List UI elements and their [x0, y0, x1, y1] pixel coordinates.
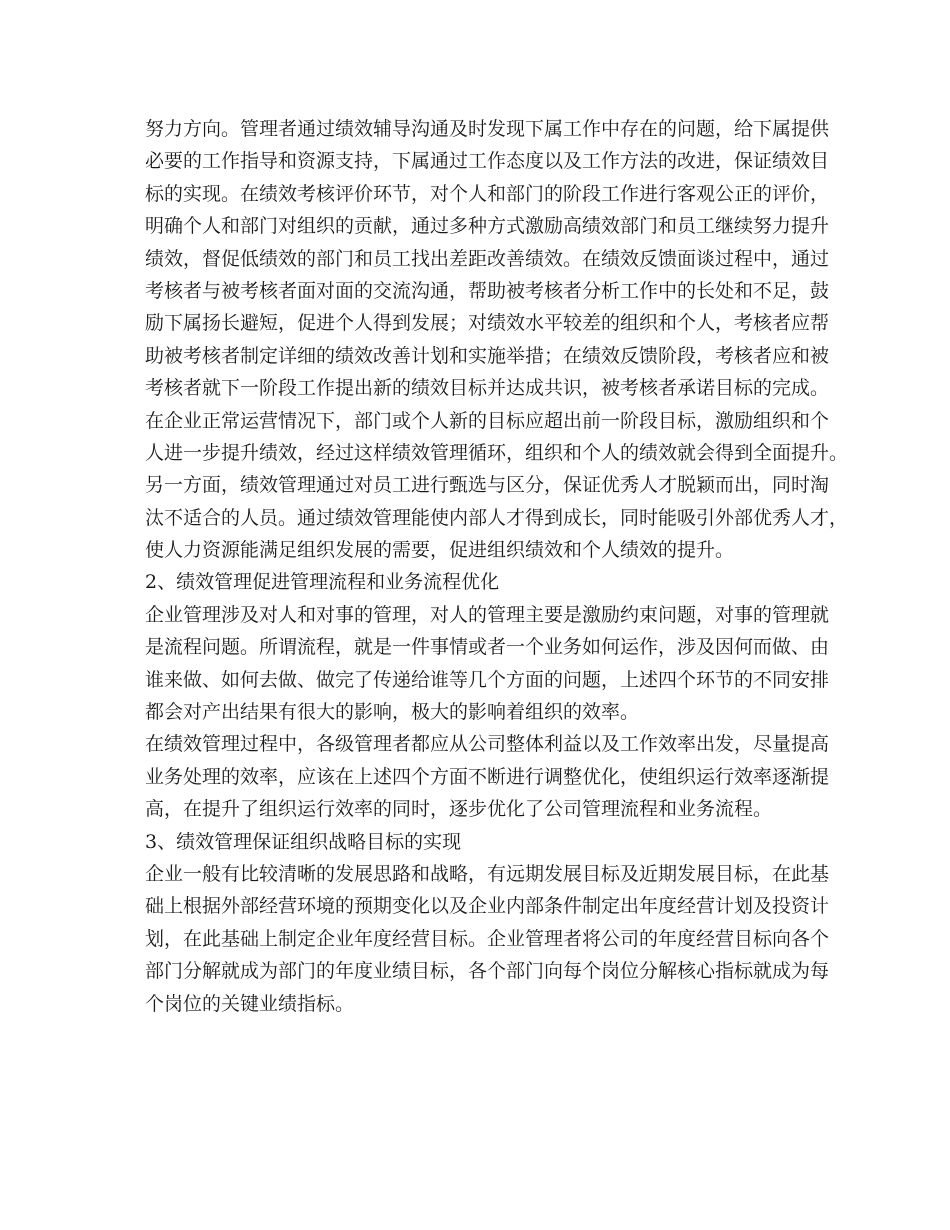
text-line: 励下属扬长避短，促进个人得到发展；对绩效水平较差的组织和个人，考核者应帮	[145, 312, 830, 335]
text-line: 考核者与被考核者面对面的交流沟通，帮助被考核者分析工作中的长处和不足，鼓	[145, 279, 830, 302]
text-line: 划，在此基础上制定企业年度经营目标。企业管理者将公司的年度经营目标向各个	[145, 927, 830, 950]
text-line: 标的实现。在绩效考核评价环节，对个人和部门的阶段工作进行客观公正的评价，	[145, 182, 830, 205]
section-heading: 3、绩效管理保证组织战略目标的实现	[145, 830, 462, 853]
text-line: 谁来做、如何去做、做完了传递给谁等几个方面的问题，上述四个环节的不同安排	[145, 668, 830, 691]
text-line: 础上根据外部经营环境的预期变化以及企业内部条件制定出年度经营计划及投资计	[145, 895, 830, 918]
text-line: 必要的工作指导和资源支持，下属通过工作态度以及工作方法的改进，保证绩效目	[145, 150, 830, 173]
text-line: 绩效，督促低绩效的部门和员工找出差距改善绩效。在绩效反馈面谈过程中，通过	[145, 247, 830, 270]
text-line: 高，在提升了组织运行效率的同时，逐步优化了公司管理流程和业务流程。	[145, 798, 773, 821]
text-line: 企业管理涉及对人和对事的管理，对人的管理主要是激励约束问题，对事的管理就	[145, 603, 830, 626]
text-line: 明确个人和部门对组织的贡献，通过多种方式激励高绩效部门和员工继续努力提升	[145, 215, 830, 238]
section-heading: 2、绩效管理促进管理流程和业务流程优化	[145, 571, 500, 594]
text-line: 在绩效管理过程中，各级管理者都应从公司整体利益以及工作效率出发，尽量提高	[145, 733, 830, 756]
text-line: 在企业正常运营情况下，部门或个人新的目标应超出前一阶段目标，激励组织和个	[145, 409, 830, 432]
document-body	[145, 113, 849, 1020]
text-line: 使人力资源能满足组织发展的需要，促进组织绩效和个人绩效的提升。	[145, 539, 735, 562]
text-line: 汰不适合的人员。通过绩效管理能使内部人才得到成长，同时能吸引外部优秀人才，	[145, 506, 849, 529]
text-line: 都会对产出结果有很大的影响，极大的影响着组织的效率。	[145, 701, 640, 724]
text-line: 助被考核者制定详细的绩效改善计划和实施举措；在绩效反馈阶段，考核者应和被	[145, 344, 830, 367]
text-line: 业务处理的效率，应该在上述四个方面不断进行调整优化，使组织运行效率逐渐提	[145, 765, 830, 788]
text-line: 努力方向。管理者通过绩效辅导沟通及时发现下属工作中存在的问题，给下属提供	[145, 118, 830, 140]
text-line: 另一方面，绩效管理通过对员工进行甄选与区分，保证优秀人才脱颖而出，同时淘	[145, 474, 830, 497]
text-line: 部门分解就成为部门的年度业绩目标，各个部门向每个岗位分解核心指标就成为每	[145, 960, 830, 983]
text-line: 企业一般有比较清晰的发展思路和战略，有远期发展目标及近期发展目标，在此基	[145, 862, 830, 885]
text-line: 人进一步提升绩效，经过这样绩效管理循环，组织和个人的绩效就会得到全面提升。	[145, 441, 849, 464]
text-line: 考核者就下一阶段工作提出新的绩效目标并达成共识，被考核者承诺目标的完成。	[145, 377, 830, 400]
text-line: 是流程问题。所谓流程，就是一件事情或者一个业务如何运作，涉及因何而做、由	[145, 636, 830, 659]
text-line: 个岗位的关键业绩指标。	[145, 992, 355, 1015]
